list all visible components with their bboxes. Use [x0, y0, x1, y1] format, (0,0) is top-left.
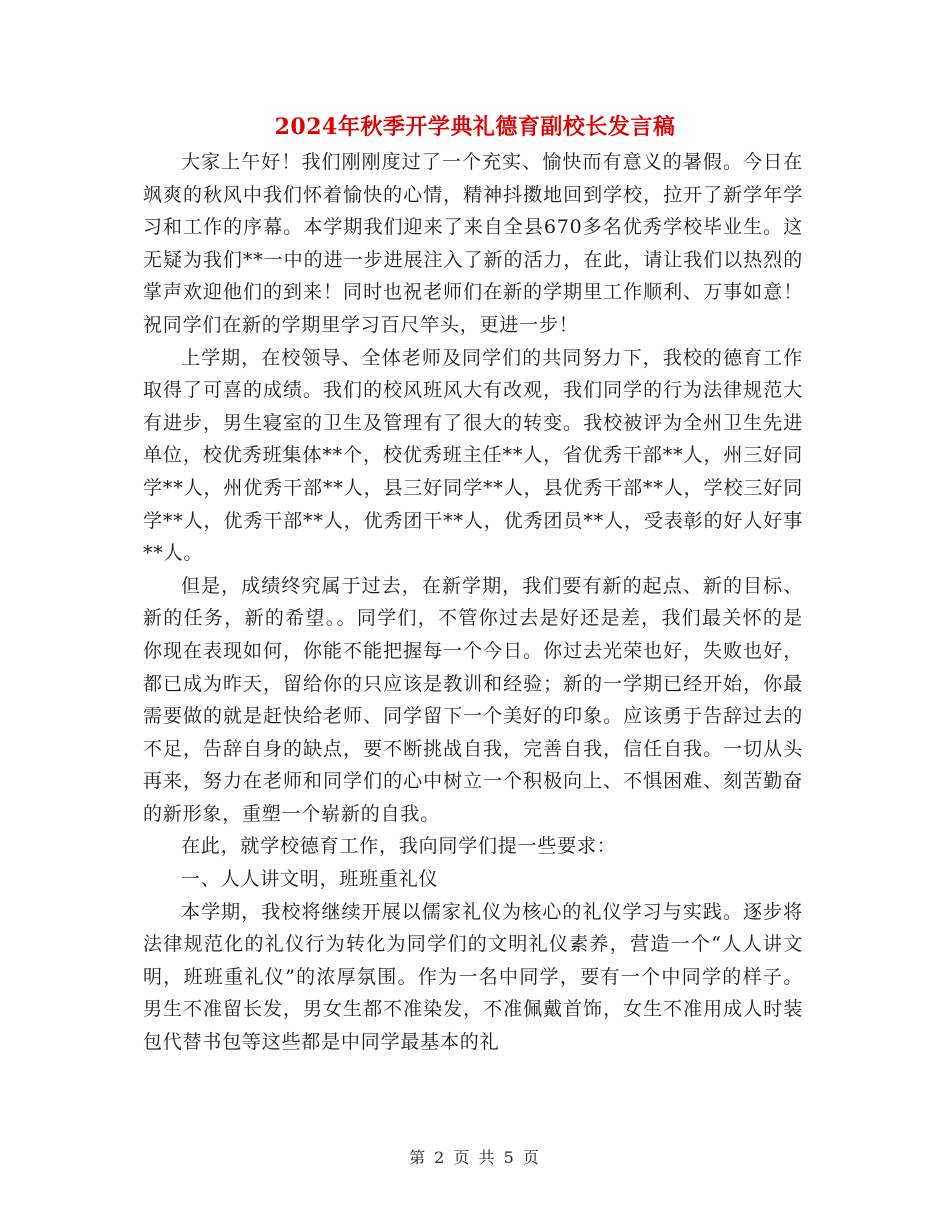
paragraph-3: 但是，成绩终究属于过去，在新学期，我们要有新的起点、新的目标、新的任务，新的希望。。同学们，不管你过去是好还是差，我们最关怀的是你现在表现如何，你能不能把握每一个今日。你过去光荣也好，失败也好，都已成为昨天，留给你的只应该是教训和经验；新的一学期已经开始，你最需要做的就是赶快给老师、同学留下一个美好的印象。应该勇于告辞过去的不足，告辞自身的缺点，要不断挑战自我，完善自我，信任自我。一切从头再来，努力在老师和同学们的心中树立一个积极向上、不惧困难、刻苦勤奋的新形象，重塑一个崭新的自我。	[143, 574, 803, 825]
paragraph-4: 在此，就学校德育工作，我向同学们提一些要求：	[181, 835, 617, 858]
paragraph-2: 上学期，在校领导、全体老师及同学们的共同努力下，我校的德育工作取得了可喜的成绩。我们的校风班风大有改观，我们同学的行为法律规范大有进步，男生寝室的卫生及管理有了很大的转变。我校被评为全州卫生先进单位，校优秀班集体**个，校优秀班主任**人，省优秀干部**人，州三好同学**人，州优秀干部**人，县三好同学**人，县优秀干部**人，学校三好同学**人，优秀干部**人，优秀团干**人，优秀团员**人，受表彰的好人好事**人。	[143, 346, 803, 565]
page-number-footer: 第 2 页 共 5 页	[409, 1148, 541, 1167]
document-body	[143, 146, 803, 1059]
paragraph-1: 大家上午好！我们刚刚度过了一个充实、愉快而有意义的暑假。今日在飒爽的秋风中我们怀着愉快的心情，精神抖擞地回到学校，拉开了新学年学习和工作的序幕。本学期我们迎来了来自全县670多名优秀学校毕业生。这无疑为我们**一中的进一步进展注入了新的活力，在此，请让我们以热烈的掌声欢迎他们的到来！同时也祝老师们在新的学期里工作顺利、万事如意！祝同学们在新的学期里学习百尺竿头，更进一步！	[143, 151, 803, 336]
paragraph-5: 本学期，我校将继续开展以儒家礼仪为核心的礼仪学习与实践。逐步将法律规范化的礼仪行为转化为同学们的文明礼仪素养，营造一个“人人讲文明，班班重礼仪”的浓厚氛围。作为一名中同学，要有一个中同学的样子。男生不准留长发，男女生都不准染发，不准佩戴首饰，女生不准用成人时装包代替书包等这些都是中同学最基本的礼	[143, 900, 803, 1054]
section-heading-1: 一、人人讲文明，班班重礼仪	[181, 868, 439, 891]
document-title: 2024年秋季开学典礼德育副校长发言稿	[274, 114, 676, 140]
